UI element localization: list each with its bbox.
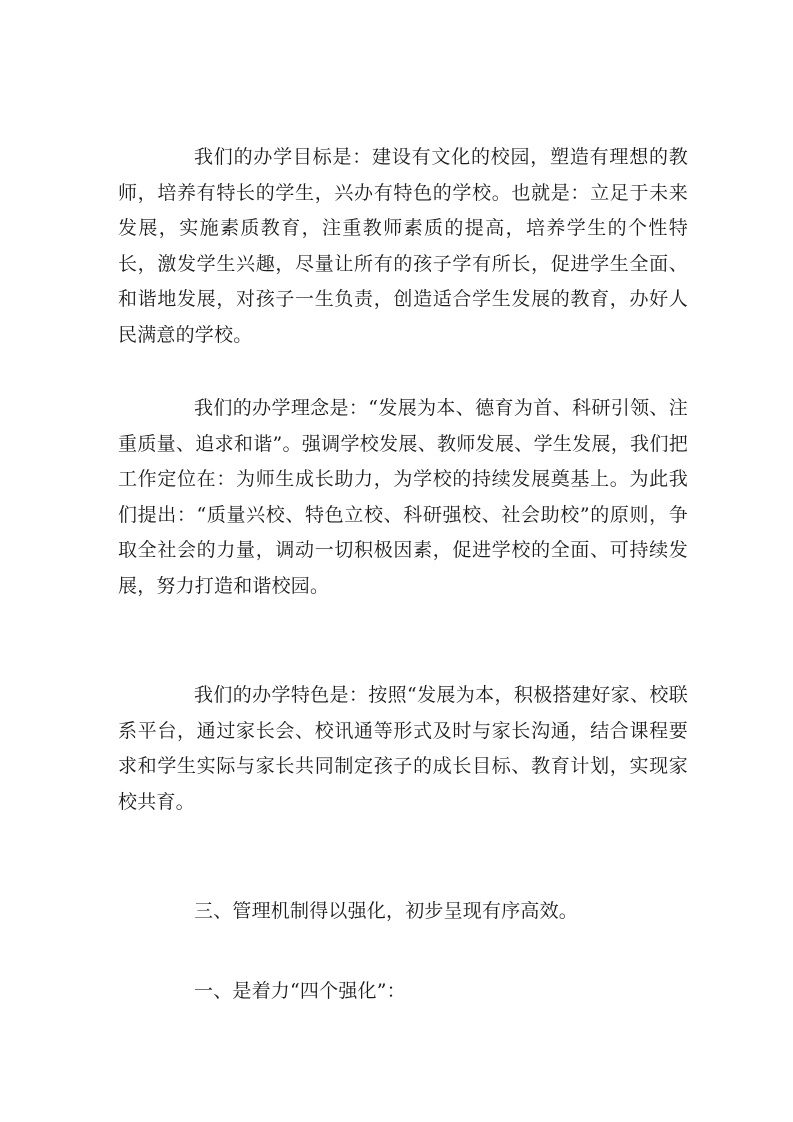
section-heading-management: 三、管理机制得以强化，初步呈现有序高效。 (194, 900, 579, 922)
paragraph-school-features: 我们的办学特色是：按照“发展为本，积极搭建好家、校联系平台，通过家长会、校讯通等形式及时与家长沟通，结合课程要求和学生实际与家长共同制定孩子的成长目标、教育计划，实现家校共育。 (118, 684, 688, 813)
paragraph-school-philosophy: 我们的办学理念是：“发展为本、德育为首、科研引领、注重质量、追求和谐”。强调学校发展、教师发展、学生发展，我们把工作定位在：为师生成长助力，为学校的持续发展奠基上。为此我们提出：“质量兴校、特色立校、科研强校、社会助校”的原则，争取全社会的力量，调动一切积极因素，促进学校的全面、可持续发展，努力打造和谐校园。 (118, 397, 688, 597)
paragraph-school-goals: 我们的办学目标是：建设有文化的校园，塑造有理想的教师，培养有特长的学生，兴办有特色的学校。也就是：立足于未来发展，实施素质教育，注重教师素质的提高，培养学生的个性特长，激发学生兴趣，尽量让所有的孩子学有所长，促进学生全面、和谐地发展，对孩子一生负责，创造适合学生发展的教育，办好人民满意的学校。 (118, 146, 688, 346)
subheading-four-strengthening: 一、是着力“四个强化”： (194, 980, 406, 1002)
